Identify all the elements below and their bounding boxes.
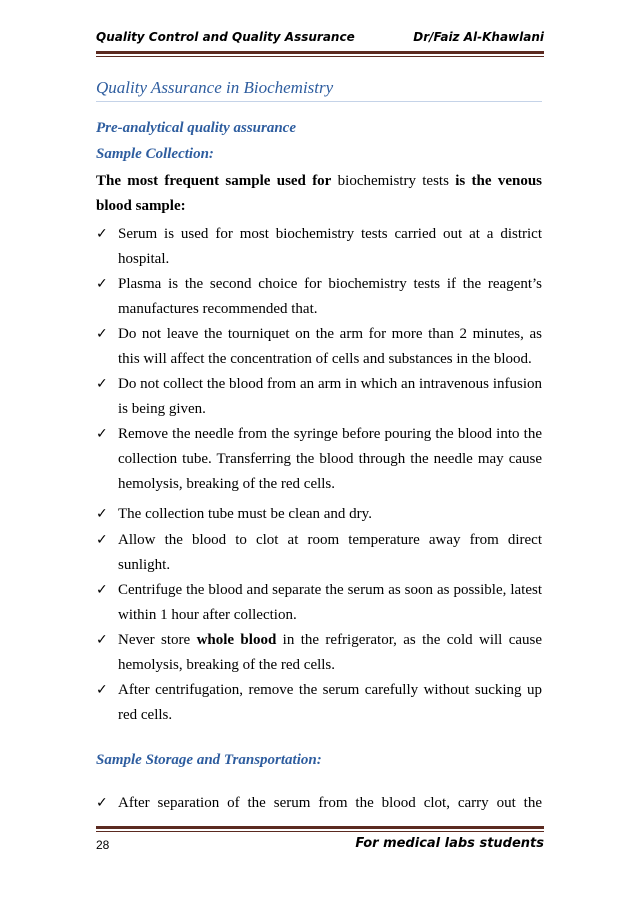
list-item-text: Do not collect the blood from an arm in which an intravenous infusion is being given.: [118, 376, 542, 417]
list-item-text: [118, 628, 542, 678]
list-item-text-post: in the refrigerator, as the cold will cause hemolysis, breaking of the red cells.: [118, 632, 543, 673]
list-item-text: The collection tube must be clean and dry.: [118, 506, 372, 522]
checkmark-icon: ✓: [96, 506, 108, 522]
section-heading-preanalytical: Pre-analytical quality assurance: [96, 120, 296, 136]
checkmark-icon: ✓: [96, 426, 108, 442]
checkmark-icon: ✓: [96, 532, 108, 548]
list-item-text-pre: Never store: [118, 632, 197, 648]
header-rule-thin: [96, 56, 544, 57]
list-item-text: After separation of the serum from the blood clot, carry out the: [118, 795, 542, 811]
title-underline: [96, 101, 542, 102]
page-header: [96, 30, 544, 50]
footer-rule-thin: [96, 831, 544, 832]
header-author: Dr/Faiz Al-Khawlani: [413, 30, 544, 44]
list-item-text-bold: whole blood: [196, 632, 277, 648]
checkmark-icon: ✓: [96, 632, 108, 648]
checkmark-icon: ✓: [96, 226, 108, 242]
checkmark-icon: ✓: [96, 582, 108, 598]
checkmark-icon: ✓: [96, 376, 108, 392]
intro-bold-2: is the venous blood sample:: [96, 173, 542, 214]
section-heading-storage: Sample Storage and Transportation:: [96, 752, 322, 768]
header-course-title: Quality Control and Quality Assurance: [96, 30, 355, 44]
list-item-text: After centrifugation, remove the serum carefully without sucking up red cells.: [118, 682, 542, 723]
list-item-text: Remove the needle from the syringe before pouring the blood into the collection tube. Transferring the blood through the needle may cause hemolysis, breaking of the red cells.: [118, 426, 542, 492]
checkmark-icon: ✓: [96, 276, 108, 292]
checkmark-icon: ✓: [96, 795, 108, 811]
section-heading-sample-collection: Sample Collection:: [96, 146, 214, 162]
list-item-text: Do not leave the tourniquet on the arm for more than 2 minutes, as this will affect the concentration of cells and substances in the blood.: [118, 326, 542, 367]
footer-audience: For medical labs students: [355, 836, 544, 851]
list-item-text: Allow the blood to clot at room temperature away from direct sunlight.: [118, 532, 542, 573]
checkmark-icon: ✓: [96, 326, 108, 342]
page-number: 28: [96, 838, 110, 852]
intro-normal: biochemistry tests: [331, 173, 456, 189]
header-rule-thick: [96, 51, 544, 54]
checkmark-icon: ✓: [96, 682, 108, 698]
list-item-text: Serum is used for most biochemistry tests carried out at a district hospital.: [118, 226, 542, 267]
list-item-text: Centrifuge the blood and separate the serum as soon as possible, latest within 1 hour after collection.: [118, 582, 542, 623]
intro-paragraph: [96, 169, 542, 219]
list-item-text: Plasma is the second choice for biochemistry tests if the reagent’s manufactures recommended that.: [118, 276, 542, 317]
intro-bold-1: The most frequent sample used for: [96, 173, 332, 189]
page-title: Quality Assurance in Biochemistry: [96, 78, 334, 97]
footer-rule-thick: [96, 826, 544, 829]
